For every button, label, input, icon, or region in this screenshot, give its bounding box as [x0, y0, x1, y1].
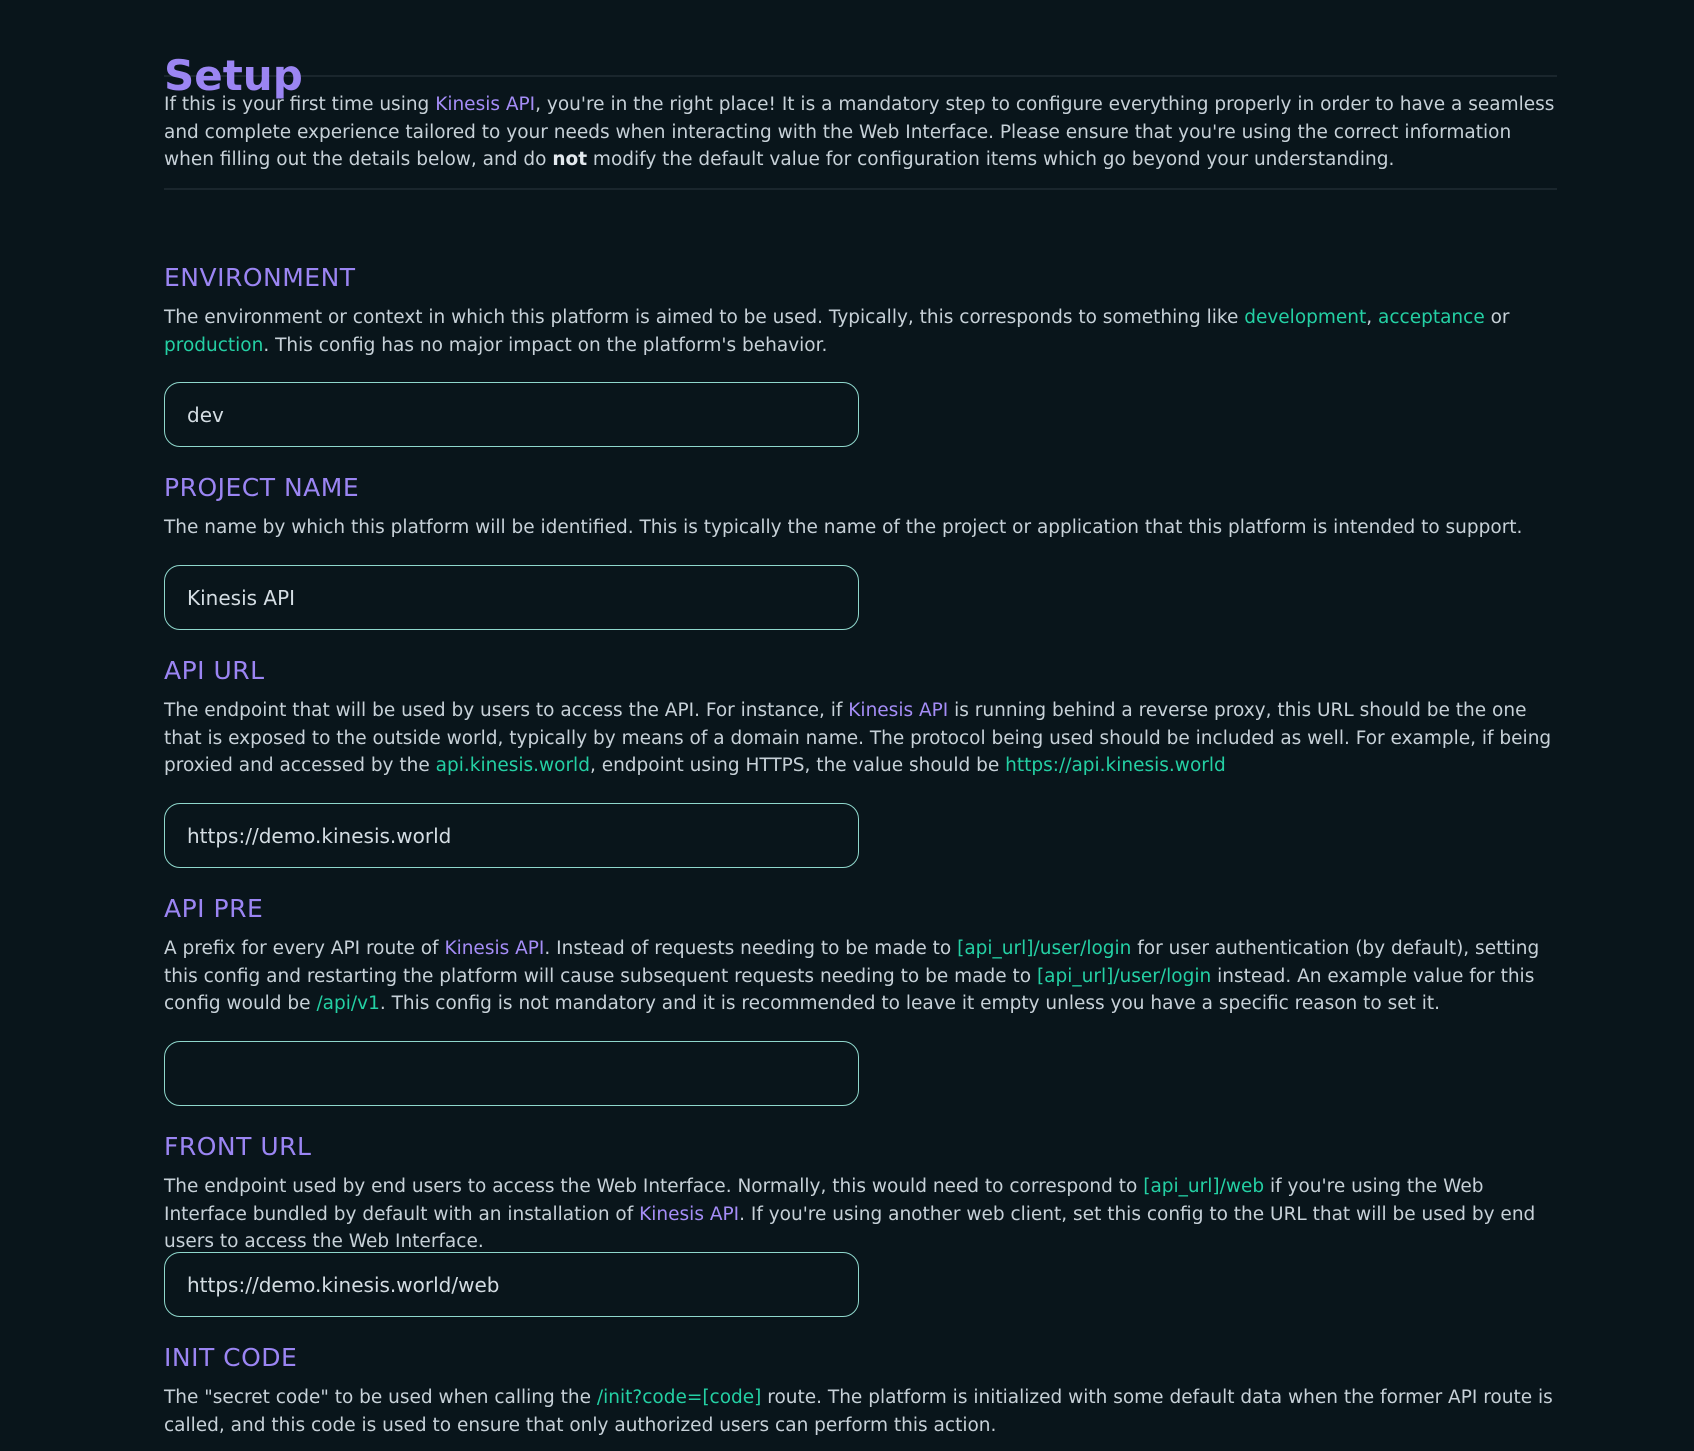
section-api-pre — [164, 894, 1557, 1018]
desc-text: instead. An example value for this config would be — [164, 965, 1535, 1015]
api-pre-input[interactable] — [164, 1041, 859, 1106]
front-url-input[interactable] — [164, 1252, 859, 1317]
keyword-development: development — [1244, 307, 1367, 328]
api-pre-description — [164, 935, 1557, 1018]
desc-text: The endpoint used by end users to access the Web Interface. Normally, this would need to correspond to — [164, 1176, 1144, 1197]
init-code-description — [164, 1384, 1557, 1439]
desc-text: route. The platform is initialized with some default data when the former API route is called, and this code is used to ensure that only authorized users can perform this action. — [164, 1387, 1553, 1436]
keyword-api-url-example: https://api.kinesis.world — [1005, 755, 1226, 777]
keyword-production: production — [164, 334, 264, 356]
title-divider — [164, 75, 1557, 77]
desc-text: . This config has no major impact on the platform's behavior. — [263, 334, 828, 356]
section-init-code — [164, 1343, 1557, 1439]
page-title: Setup — [164, 51, 303, 100]
keyword-acceptance: acceptance — [1378, 307, 1485, 328]
environment-title: ENVIRONMENT — [164, 263, 356, 292]
keyword-init-route: /init?code=[code] — [596, 1387, 762, 1408]
desc-text: . This config is not mandatory and it is recommended to leave it empty unless you have a specific reason to set it. — [379, 993, 1441, 1015]
desc-text: The name by which this platform will be identified. This is typically the name of the project or application that this platform is intended to support. — [164, 517, 1523, 538]
desc-text: . Instead of requests needing to be made to — [544, 938, 958, 959]
section-api-url — [164, 656, 1557, 780]
setup-page — [164, 0, 1557, 1436]
desc-text: A prefix for every API route of — [164, 938, 445, 959]
api-url-input[interactable] — [164, 803, 859, 868]
intro-divider — [164, 188, 1557, 190]
product-name-highlight: Kinesis API — [435, 94, 536, 115]
api-url-description — [164, 697, 1557, 780]
desc-text: if you're using the Web Interface bundled by default with an installation of — [164, 1176, 1484, 1225]
api-url-title: API URL — [164, 656, 265, 685]
desc-text: , endpoint using HTTPS, the value should be — [589, 755, 1006, 777]
api-pre-title: API PRE — [164, 894, 264, 923]
section-front-url — [164, 1132, 1557, 1256]
keyword-api-domain: api.kinesis.world — [435, 755, 590, 777]
intro-text: , you're in the right place! It is a mandatory step to configure everything properly in order to have a seamless and complete experience tailored to your needs when interacting with the Web Interface. Please ensure that you're using the correct information when filling out the details below, and do — [164, 94, 1555, 171]
desc-text: . If you're using another web client, set this config to the URL that will be used by end users to access the Web Interface. — [164, 1203, 1536, 1253]
intro-paragraph — [164, 91, 1557, 174]
desc-text: , — [1366, 307, 1379, 328]
intro-bold-not: not — [552, 149, 588, 171]
desc-text: is running behind a reverse proxy, this URL should be the one that is exposed to the outside world, typically by means of a domain name. The protocol being used should be included as well. For example, if being proxied and accessed by the — [164, 700, 1552, 777]
intro-text: If this is your first time using — [164, 94, 436, 115]
desc-text: The environment or context in which this platform is aimed to be used. Typically, this corresponds to something like — [164, 307, 1245, 328]
project-name-title: PROJECT NAME — [164, 473, 360, 502]
front-url-title: FRONT URL — [164, 1132, 312, 1161]
project-name-description — [164, 514, 1557, 542]
desc-text: The "secret code" to be used when calling the — [164, 1387, 597, 1408]
keyword-login-route: [api_url]/user/login — [1036, 965, 1212, 987]
product-name-highlight: Kinesis API — [444, 938, 545, 959]
keyword-login-route: [api_url]/user/login — [957, 938, 1132, 959]
keyword-web-route: [api_url]/web — [1143, 1176, 1265, 1197]
project-name-input[interactable] — [164, 565, 859, 630]
intro-text: modify the default value for configuration items which go beyond your understanding. — [587, 149, 1395, 171]
init-code-title: INIT CODE — [164, 1343, 298, 1372]
section-environment — [164, 263, 1557, 359]
section-project-name — [164, 473, 1557, 542]
environment-description — [164, 304, 1557, 359]
environment-input[interactable] — [164, 382, 859, 447]
product-name-highlight: Kinesis API — [639, 1203, 740, 1225]
front-url-description — [164, 1173, 1557, 1256]
desc-text: for user authentication (by default), setting this config and restarting the platform will cause subsequent requests needing to be made to — [164, 938, 1540, 987]
desc-text: or — [1484, 307, 1510, 328]
desc-text: The endpoint that will be used by users to access the API. For instance, if — [164, 700, 849, 721]
product-name-highlight: Kinesis API — [848, 700, 949, 721]
keyword-api-prefix-example: /api/v1 — [316, 993, 380, 1015]
